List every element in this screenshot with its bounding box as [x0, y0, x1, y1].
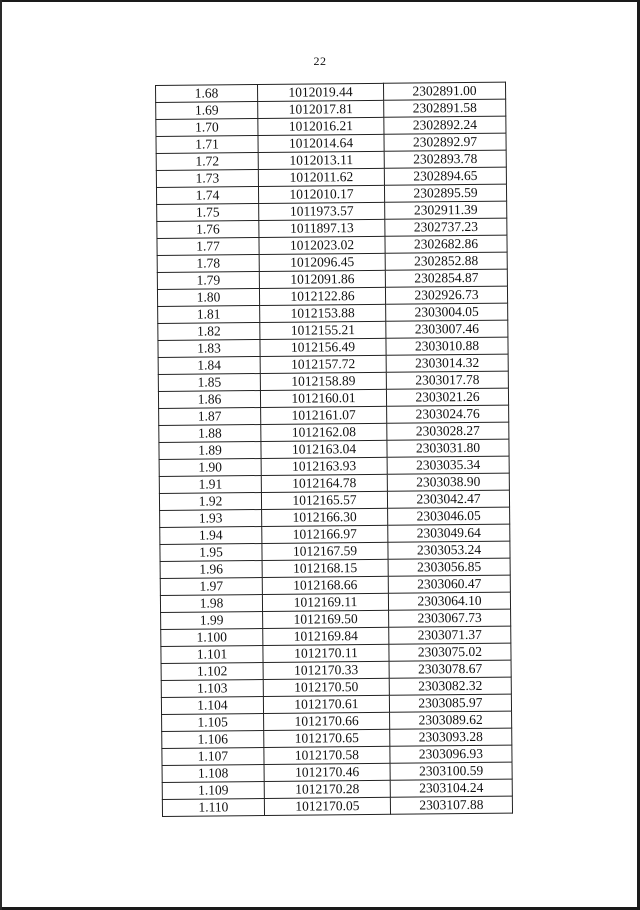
point-id-cell: 1.100 [161, 628, 263, 646]
x-coordinate-cell: 1012157.72 [260, 355, 386, 373]
scan-border-top [0, 0, 640, 2]
page-number: 22 [313, 54, 327, 68]
y-coordinate-cell: 2303028.27 [387, 422, 509, 440]
point-id-cell: 1.92 [159, 492, 261, 510]
x-coordinate-cell: 1012164.78 [261, 474, 387, 492]
y-coordinate-cell: 2303053.24 [388, 541, 510, 559]
x-coordinate-cell: 1012170.65 [264, 729, 390, 747]
y-coordinate-cell: 2302892.24 [384, 116, 506, 134]
y-coordinate-cell: 2303067.73 [389, 609, 511, 627]
point-id-cell: 1.109 [162, 781, 264, 799]
point-id-cell: 1.87 [159, 408, 261, 426]
x-coordinate-cell: 1012155.21 [260, 321, 386, 339]
x-coordinate-cell: 1012170.33 [263, 661, 389, 679]
x-coordinate-cell: 1012160.01 [260, 389, 386, 407]
point-id-cell: 1.80 [157, 289, 259, 307]
point-id-cell: 1.84 [158, 357, 260, 375]
point-id-cell: 1.89 [159, 441, 261, 459]
y-coordinate-cell: 2303021.26 [386, 388, 508, 406]
x-coordinate-cell: 1012153.88 [260, 304, 386, 322]
point-id-cell: 1.72 [156, 153, 258, 171]
x-coordinate-cell: 1012162.08 [261, 423, 387, 441]
x-coordinate-cell: 1012168.15 [262, 559, 388, 577]
y-coordinate-cell: 2302894.65 [384, 167, 506, 185]
y-coordinate-cell: 2303100.59 [390, 762, 512, 780]
y-coordinate-cell: 2302891.00 [383, 82, 505, 100]
point-id-cell: 1.77 [157, 238, 259, 256]
y-coordinate-cell: 2302893.78 [384, 150, 506, 168]
x-coordinate-cell: 1012170.50 [263, 678, 389, 696]
point-id-cell: 1.99 [161, 611, 263, 629]
point-id-cell: 1.81 [158, 306, 260, 324]
x-coordinate-cell: 1012016.21 [258, 117, 384, 135]
point-id-cell: 1.94 [160, 526, 262, 544]
point-id-cell: 1.96 [160, 560, 262, 578]
x-coordinate-cell: 1012166.30 [262, 508, 388, 526]
y-coordinate-cell: 2303031.80 [387, 439, 509, 457]
x-coordinate-cell: 1012163.04 [261, 440, 387, 458]
y-coordinate-cell: 2302895.59 [384, 184, 506, 202]
y-coordinate-cell: 2303107.88 [390, 796, 512, 814]
point-id-cell: 1.110 [162, 798, 264, 816]
x-coordinate-cell: 1012170.46 [264, 763, 390, 781]
y-coordinate-cell: 2302892.97 [384, 133, 506, 151]
y-coordinate-cell: 2302737.23 [385, 218, 507, 236]
x-coordinate-cell: 1012013.11 [258, 151, 384, 169]
y-coordinate-cell: 2302682.86 [385, 235, 507, 253]
x-coordinate-cell: 1012163.93 [261, 457, 387, 475]
point-id-cell: 1.108 [162, 764, 264, 782]
x-coordinate-cell: 1012170.05 [264, 797, 390, 815]
x-coordinate-cell: 1012010.17 [258, 185, 384, 203]
point-id-cell: 1.107 [162, 747, 264, 765]
x-coordinate-cell: 1012096.45 [259, 253, 385, 271]
point-id-cell: 1.74 [156, 187, 258, 205]
x-coordinate-cell: 1012167.59 [262, 542, 388, 560]
x-coordinate-cell: 1012170.11 [263, 644, 389, 662]
point-id-cell: 1.79 [157, 272, 259, 290]
x-coordinate-cell: 1012011.62 [258, 168, 384, 186]
x-coordinate-cell: 1012158.89 [260, 372, 386, 390]
x-coordinate-cell: 1012161.07 [261, 406, 387, 424]
point-id-cell: 1.91 [159, 475, 261, 493]
point-id-cell: 1.103 [161, 679, 263, 697]
x-coordinate-cell: 1012170.58 [264, 746, 390, 764]
x-coordinate-cell: 1012156.49 [260, 338, 386, 356]
point-id-cell: 1.106 [162, 730, 264, 748]
point-id-cell: 1.76 [157, 221, 259, 239]
y-coordinate-cell: 2303056.85 [388, 558, 510, 576]
y-coordinate-cell: 2303038.90 [387, 473, 509, 491]
y-coordinate-cell: 2303096.93 [390, 745, 512, 763]
point-id-cell: 1.69 [156, 102, 258, 120]
x-coordinate-cell: 1012122.86 [259, 287, 385, 305]
x-coordinate-cell: 1012019.44 [258, 83, 384, 101]
point-id-cell: 1.70 [156, 119, 258, 137]
x-coordinate-cell: 1012166.97 [262, 525, 388, 543]
y-coordinate-cell: 2303089.62 [390, 711, 512, 729]
point-id-cell: 1.86 [158, 391, 260, 409]
y-coordinate-cell: 2303060.47 [388, 575, 510, 593]
point-id-cell: 1.75 [157, 204, 259, 222]
x-coordinate-cell: 1012091.86 [259, 270, 385, 288]
coordinates-table-container [155, 82, 513, 817]
x-coordinate-cell: 1012170.66 [264, 712, 390, 730]
x-coordinate-cell: 1012014.64 [258, 134, 384, 152]
y-coordinate-cell: 2303024.76 [387, 405, 509, 423]
point-id-cell: 1.102 [161, 662, 263, 680]
x-coordinate-cell: 1012170.61 [263, 695, 389, 713]
y-coordinate-cell: 2303042.47 [387, 490, 509, 508]
x-coordinate-cell: 1012168.66 [262, 576, 388, 594]
x-coordinate-cell: 1012023.02 [259, 236, 385, 254]
y-coordinate-cell: 2303085.97 [389, 694, 511, 712]
coordinates-table-body [156, 82, 513, 816]
x-coordinate-cell: 1012165.57 [261, 491, 387, 509]
coordinates-table [155, 82, 513, 817]
y-coordinate-cell: 2303017.78 [386, 371, 508, 389]
y-coordinate-cell: 2303064.10 [388, 592, 510, 610]
y-coordinate-cell: 2303071.37 [389, 626, 511, 644]
y-coordinate-cell: 2303049.64 [388, 524, 510, 542]
point-id-cell: 1.90 [159, 458, 261, 476]
y-coordinate-cell: 2303078.67 [389, 660, 511, 678]
y-coordinate-cell: 2303093.28 [390, 728, 512, 746]
y-coordinate-cell: 2302852.88 [385, 252, 507, 270]
point-id-cell: 1.101 [161, 645, 263, 663]
x-coordinate-cell: 1012169.84 [263, 627, 389, 645]
point-id-cell: 1.95 [160, 543, 262, 561]
y-coordinate-cell: 2303075.02 [389, 643, 511, 661]
point-id-cell: 1.104 [161, 696, 263, 714]
point-id-cell: 1.85 [158, 374, 260, 392]
y-coordinate-cell: 2303104.24 [390, 779, 512, 797]
y-coordinate-cell: 2303007.46 [386, 320, 508, 338]
point-id-cell: 1.73 [156, 170, 258, 188]
point-id-cell: 1.82 [158, 323, 260, 341]
y-coordinate-cell: 2302926.73 [385, 286, 507, 304]
y-coordinate-cell: 2303014.32 [386, 354, 508, 372]
x-coordinate-cell: 1012170.28 [264, 780, 390, 798]
scan-border-left [0, 0, 2, 910]
x-coordinate-cell: 1012169.11 [262, 593, 388, 611]
y-coordinate-cell: 2303004.05 [386, 303, 508, 321]
y-coordinate-cell: 2302911.39 [385, 201, 507, 219]
y-coordinate-cell: 2303082.32 [389, 677, 511, 695]
y-coordinate-cell: 2303046.05 [388, 507, 510, 525]
point-id-cell: 1.105 [162, 713, 264, 731]
point-id-cell: 1.83 [158, 340, 260, 358]
point-id-cell: 1.88 [159, 425, 261, 443]
y-coordinate-cell: 2302854.87 [385, 269, 507, 287]
x-coordinate-cell: 1012017.81 [258, 100, 384, 118]
x-coordinate-cell: 1011897.13 [259, 219, 385, 237]
y-coordinate-cell: 2302891.58 [384, 99, 506, 117]
point-id-cell: 1.98 [160, 594, 262, 612]
x-coordinate-cell: 1011973.57 [259, 202, 385, 220]
point-id-cell: 1.68 [156, 85, 258, 103]
y-coordinate-cell: 2303035.34 [387, 456, 509, 474]
point-id-cell: 1.93 [160, 509, 262, 527]
table-row [162, 796, 512, 816]
point-id-cell: 1.97 [160, 577, 262, 595]
point-id-cell: 1.71 [156, 136, 258, 154]
point-id-cell: 1.78 [157, 255, 259, 273]
y-coordinate-cell: 2303010.88 [386, 337, 508, 355]
x-coordinate-cell: 1012169.50 [263, 610, 389, 628]
